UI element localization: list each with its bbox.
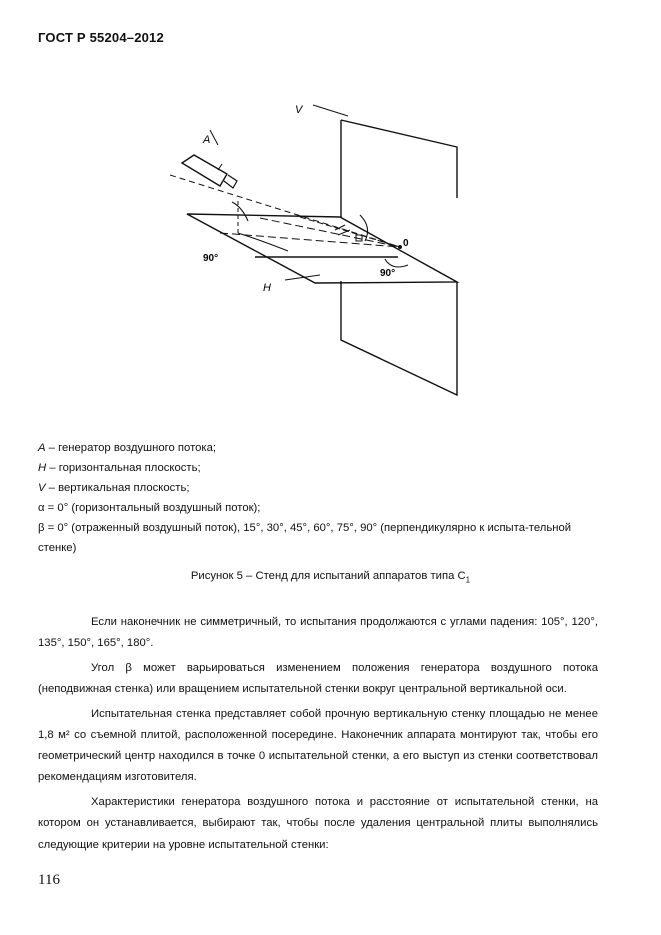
legend-alpha: α = 0° (горизонтальный воздушный поток);: [38, 502, 261, 514]
label-a: A: [203, 134, 211, 146]
label-v: V: [295, 104, 303, 116]
document-header: ГОСТ Р 55204–2012: [38, 30, 164, 45]
generator-body: [182, 155, 227, 186]
horizontal-plane: [187, 214, 457, 283]
legend-item: V – вертикальная плоскость;: [38, 482, 190, 494]
page-number: 116: [38, 872, 60, 888]
paragraph: Если наконечник не симметричный, то испытания продолжаются с углами падения: 105°, 120°, 135°, 150°, 165°, 180°.: [38, 616, 598, 650]
figure-caption: Рисунок 5 – Стенд для испытаний аппаратов типа $C_1$: [190, 570, 471, 585]
test-stand-figure: [160, 85, 480, 425]
legend-beta: β = 0° (отраженный воздушный поток), 15°, 30°, 45°, 60°, 75°, 90° (перпендикулярно к испыта-тельной стенке): [38, 522, 572, 554]
paragraph: Испытательная стенка представляет собой прочную вертикальную стенку площадью не менее 1,8 м² со съемной плитой, расположенной посередине. Наконечник аппарата монтируют так, чтобы его геометрический центр находился в точке 0 испытательной стенки, а его выступ из стенки соответствовал рекомендациям изготовителя.: [38, 707, 598, 784]
label-angle-left: 90°: [203, 253, 219, 264]
figure-legend: [38, 438, 598, 558]
legend-item: H – горизонтальная плоскость;: [38, 462, 201, 474]
origin-point: [398, 245, 402, 249]
label-angle-right: 90°: [380, 268, 396, 279]
paragraph: Характеристики генератора воздушного потока и расстояние от испытательной стенки, на котором он устанавливается, выбирают так, чтобы после удаления центральной плиты выполнялись следующие критерии на уровне испытательной стенки:: [38, 796, 598, 851]
label-origin: 0: [403, 238, 409, 249]
paragraph: Угол β может варьироваться изменением положения генератора воздушного потока (неподвижная стенка) или вращением испытательной стенки вокруг центральной вертикальной оси.: [38, 661, 598, 696]
legend-item: A – генератор воздушного потока;: [38, 442, 217, 454]
body-text: [38, 612, 598, 859]
label-h: H: [263, 282, 271, 294]
